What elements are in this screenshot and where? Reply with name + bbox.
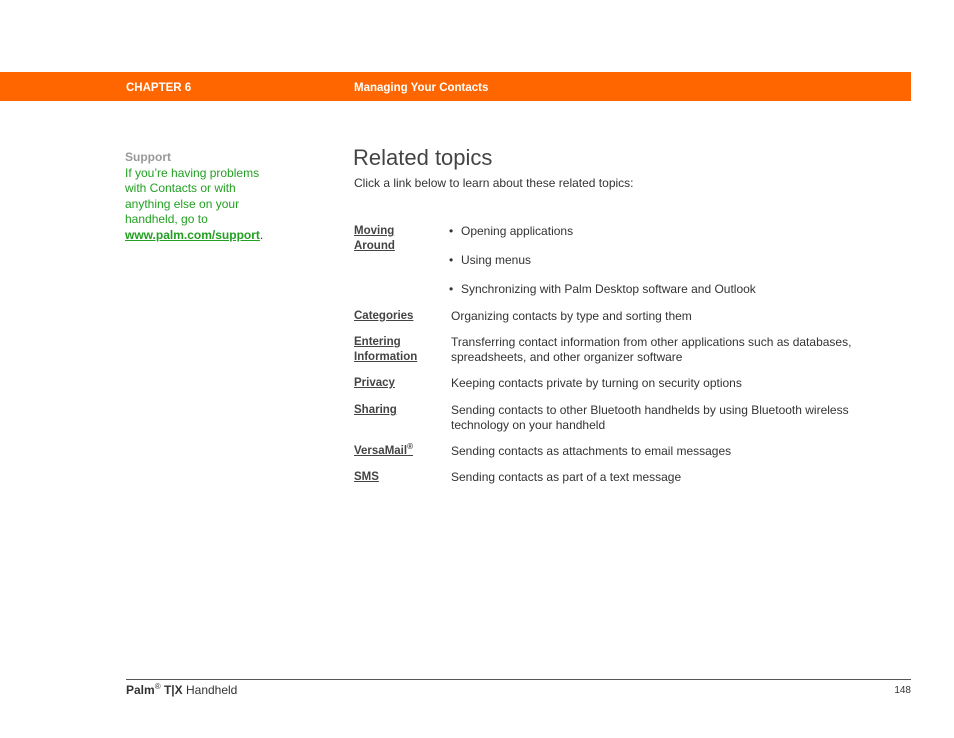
footer-brand: Palm — [126, 683, 155, 697]
topic-link-line: Entering — [354, 336, 401, 348]
topic-link-entering-information[interactable] — [354, 335, 434, 365]
bullet-item — [449, 253, 531, 268]
sidebar-heading: Support — [125, 150, 171, 164]
bullet-item — [449, 282, 756, 297]
topic-link-text: VersaMail — [354, 445, 408, 457]
footer-divider — [126, 679, 911, 680]
page-number: 148 — [894, 685, 911, 696]
topic-link-sms[interactable]: SMS — [354, 471, 379, 483]
sidebar-link-line — [125, 228, 285, 244]
bullet-text: Using menus — [461, 253, 532, 267]
topic-link-privacy[interactable]: Privacy — [354, 377, 395, 389]
topic-link-line: Moving — [354, 225, 395, 237]
bullet-text: Synchronizing with Palm Desktop software and Outlook — [461, 282, 756, 296]
topic-description: Transferring contact information from other applications such as databases, spreadsheets, and other organizer software — [451, 335, 852, 364]
sidebar-link-suffix: . — [259, 227, 264, 242]
footer-model: T|X — [163, 683, 183, 697]
topic-description: Sending contacts to other Bluetooth handhelds by using Bluetooth wireless technology on your handheld — [451, 403, 849, 432]
topic-link-moving-around[interactable] — [354, 224, 434, 254]
bullet-text: Opening applications — [461, 224, 574, 238]
page-title: Related topics — [353, 145, 493, 170]
bullet-dot-icon: • — [449, 253, 454, 267]
sidebar-line: with Contacts or with — [125, 181, 236, 196]
footer-product-name: Handheld — [185, 683, 238, 697]
footer-registered-mark: ® — [154, 682, 161, 691]
footer-product — [126, 683, 237, 697]
topic-link-line: Around — [354, 240, 395, 252]
topic-link-line: Information — [354, 351, 418, 363]
topic-description: Sending contacts as part of a text message — [451, 470, 682, 484]
support-url-link[interactable]: www.palm.com/support — [125, 227, 260, 242]
support-sidebar — [125, 150, 285, 244]
sidebar-line: handheld, go to — [125, 212, 208, 227]
topic-description: Keeping contacts private by turning on security options — [451, 376, 742, 390]
chapter-title: Managing Your Contacts — [354, 82, 489, 94]
bullet-item — [449, 224, 573, 239]
topic-link-categories[interactable]: Categories — [354, 310, 414, 322]
sidebar-line: If you’re having problems — [125, 165, 260, 180]
topic-description: Sending contacts as attachments to email messages — [451, 444, 732, 458]
topic-link-versamail[interactable] — [354, 444, 434, 459]
topic-link-sharing[interactable]: Sharing — [354, 404, 397, 416]
registered-mark: ® — [407, 442, 413, 452]
sidebar-line: anything else on your — [125, 196, 240, 211]
chapter-number: CHAPTER 6 — [126, 82, 192, 94]
bullet-dot-icon: • — [449, 282, 454, 296]
bullet-dot-icon: • — [449, 224, 454, 238]
topic-description: Organizing contacts by type and sorting them — [451, 309, 692, 323]
intro-text: Click a link below to learn about these related topics: — [354, 176, 634, 190]
